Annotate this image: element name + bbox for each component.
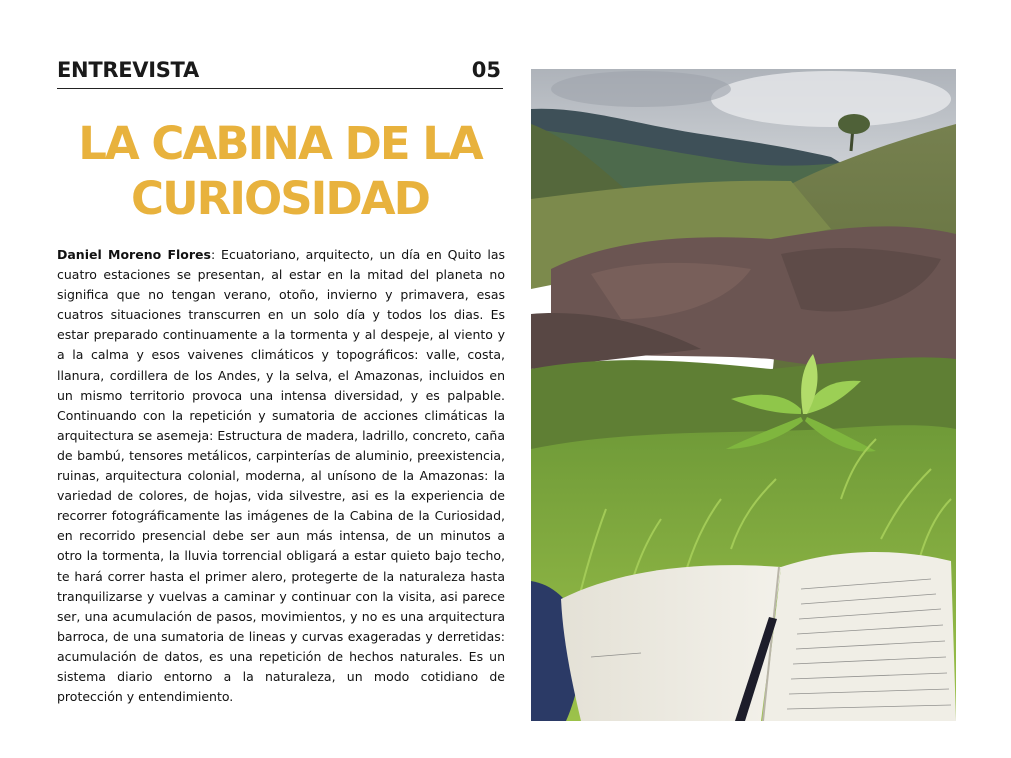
title-line-2: CURIOSIDAD bbox=[131, 172, 429, 225]
page-number: 05 bbox=[471, 58, 501, 82]
article-title bbox=[57, 116, 503, 226]
page-header bbox=[57, 58, 503, 89]
landscape-photo bbox=[531, 69, 956, 721]
article-text: : Ecuatoriano, arquitecto, un día en Quito las cuatro estaciones se presentan, al estar en la mitad del planeta no significa que no tengan verano, otoño, invierno y primavera, esas cuatros situaciones transcurren en un solo día y todos los dias. Es estar preparado continuamente a la tormenta y al despeje, al viento y a la calma y esos vaivenes climáticos y topográficos: valle, costa, llanura, cordillera de los Andes, y la selva, el Amazonas, incluidos en un mismo territorio provoca una intensa diversidad, y es palpable. Continuando con la repetición y sumatoria de acciones climáticas la arquitectura se asemeja: Estructura de madera, ladrillo, concreto, caña de bambú, tensores metálicos, carpinterías de aluminio, preexistencia, ruinas, arquitectura colonial, moderna, al unísono de la Amazonas: la variedad de colores, de hojas, vida silvestre, asi es la experiencia de recorrer fotográficamente las imágenes de la Cabina de la Curiosidad, en recorrido presencial debe ser aun más intensa, de un minutos a otro la tormenta, la lluvia torrencial obligará a estar quieto bajo techo, te hará correr hasta el primer alero, protegerte de la naturaleza hasta tranquilizarse y vuelvas a caminar y continuar con la visita, asi parece ser, una acumulación de pasos, movimientos, y no es una arquitectura barroca, de una sumatoria de lineas y curvas exageradas y derretidas: acumulación de datos, es una repetición de hechos naturales. Es un sistema diario entorno a la naturaleza, un modo cotidiano de protección y entendimiento. bbox=[57, 247, 505, 705]
article-body bbox=[57, 245, 505, 707]
title-line-1: LA CABINA DE LA bbox=[78, 117, 482, 170]
section-label: ENTREVISTA bbox=[57, 58, 199, 82]
author-name: Daniel Moreno Flores bbox=[57, 247, 211, 262]
